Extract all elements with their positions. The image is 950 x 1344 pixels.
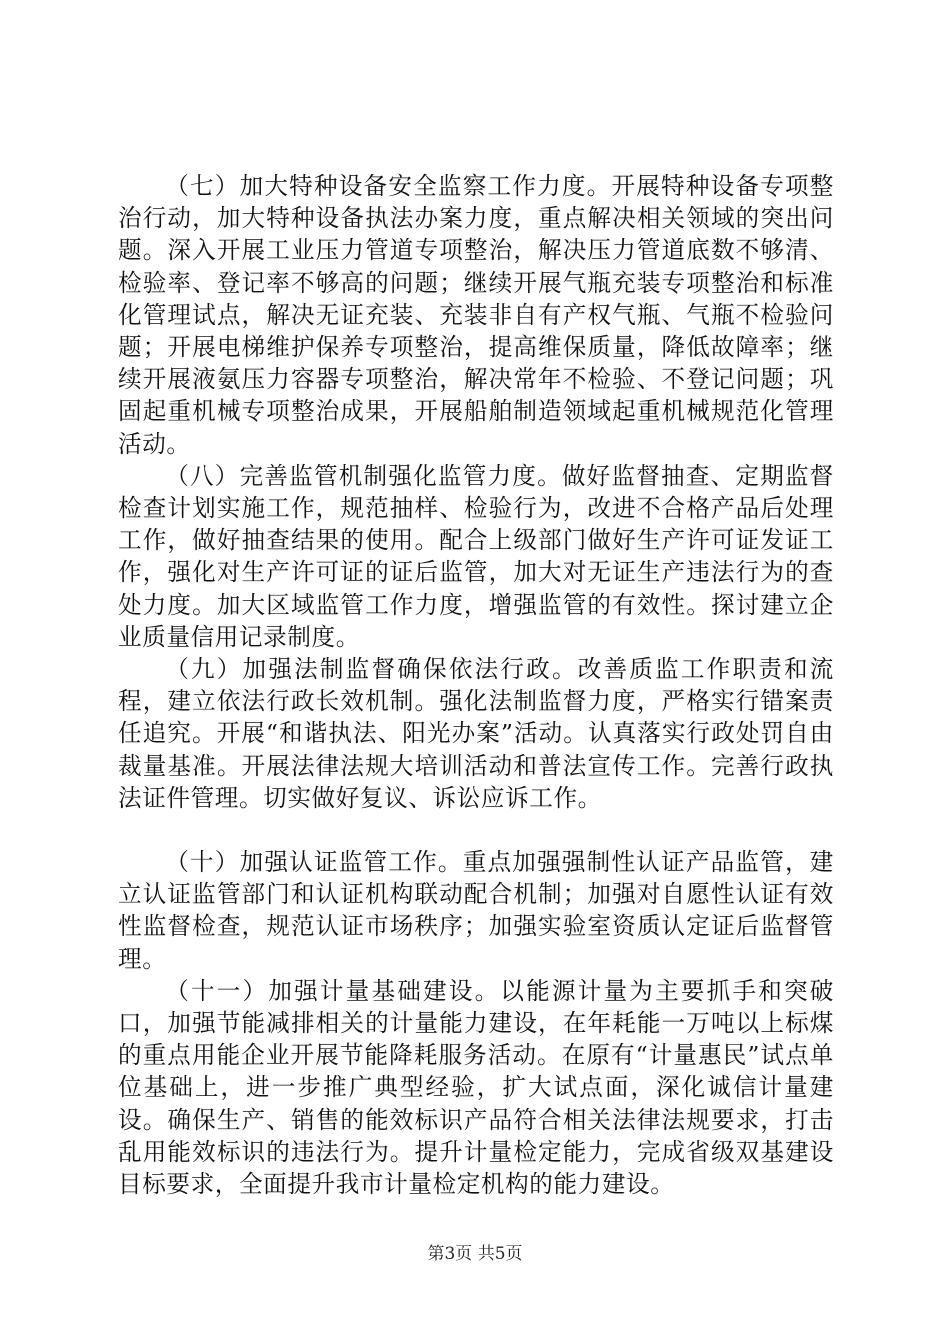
- document-body: [118, 170, 834, 1200]
- paragraph-10: （十）加强认证监管工作。重点加强强制性认证产品监管，建立认证监管部门和认证机构联动配合机制；加强对自愿性认证有效性监督检查，规范认证市场秩序；加强实验室资质认定证后监督管理。: [118, 848, 834, 973]
- page-number-footer: 第3页 共5页: [427, 1244, 523, 1264]
- paragraph-8: （八）完善监管机制强化监管力度。做好监督抽查、定期监督检查计划实施工作，规范抽样、检验行为，改进不合格产品后处理工作，做好抽查结果的使用。配合上级部门做好生产许可证发证工作，强化对生产许可证的证后监管，加大对无证生产违法行为的查处力度。加大区域监管工作力度，增强监管的有效性。探讨建立企业质量信用记录制度。: [118, 461, 834, 651]
- paragraph-11: （十一）加强计量基础建设。以能源计量为主要抓手和突破口，加强节能减排相关的计量能力建设，在年耗能一万吨以上标煤的重点用能企业开展节能降耗服务活动。在原有“计量惠民”试点单位基础上，进一步推广典型经验，扩大试点面，深化诚信计量建设。确保生产、销售的能效标识产品符合相关法律法规要求，打击乱用能效标识的违法行为。提升计量检定能力，完成省级双基建设目标要求，全面提升我市计量检定机构的能力建设。: [118, 976, 834, 1199]
- paragraph-9: （九）加强法制监督确保依法行政。改善质监工作职责和流程，建立依法行政长效机制。强化法制监督力度，严格实行错案责任追究。开展“和谐执法、阳光办案”活动。认真落实行政处罚自由裁量基准。开展法律法规大培训活动和普法宣传工作。完善行政执法证件管理。切实做好复议、诉讼应诉工作。: [118, 655, 834, 812]
- paragraph-7: （七）加大特种设备安全监察工作力度。开展特种设备专项整治行动，加大特种设备执法办案力度，重点解决相关领域的突出问题。深入开展工业压力管道专项整治，解决压力管道底数不够清、检验率、登记率不够高的问题；继续开展气瓶充装专项整治和标准化管理试点，解决无证充装、充装非自有产权气瓶、气瓶不检验问题；开展电梯维护保养专项整治，提高维保质量，降低故障率；继续开展液氨压力容器专项整治，解决常年不检验、不登记问题；巩固起重机械专项整治成果，开展船舶制造领域起重机械规范化管理活动。: [118, 172, 834, 458]
